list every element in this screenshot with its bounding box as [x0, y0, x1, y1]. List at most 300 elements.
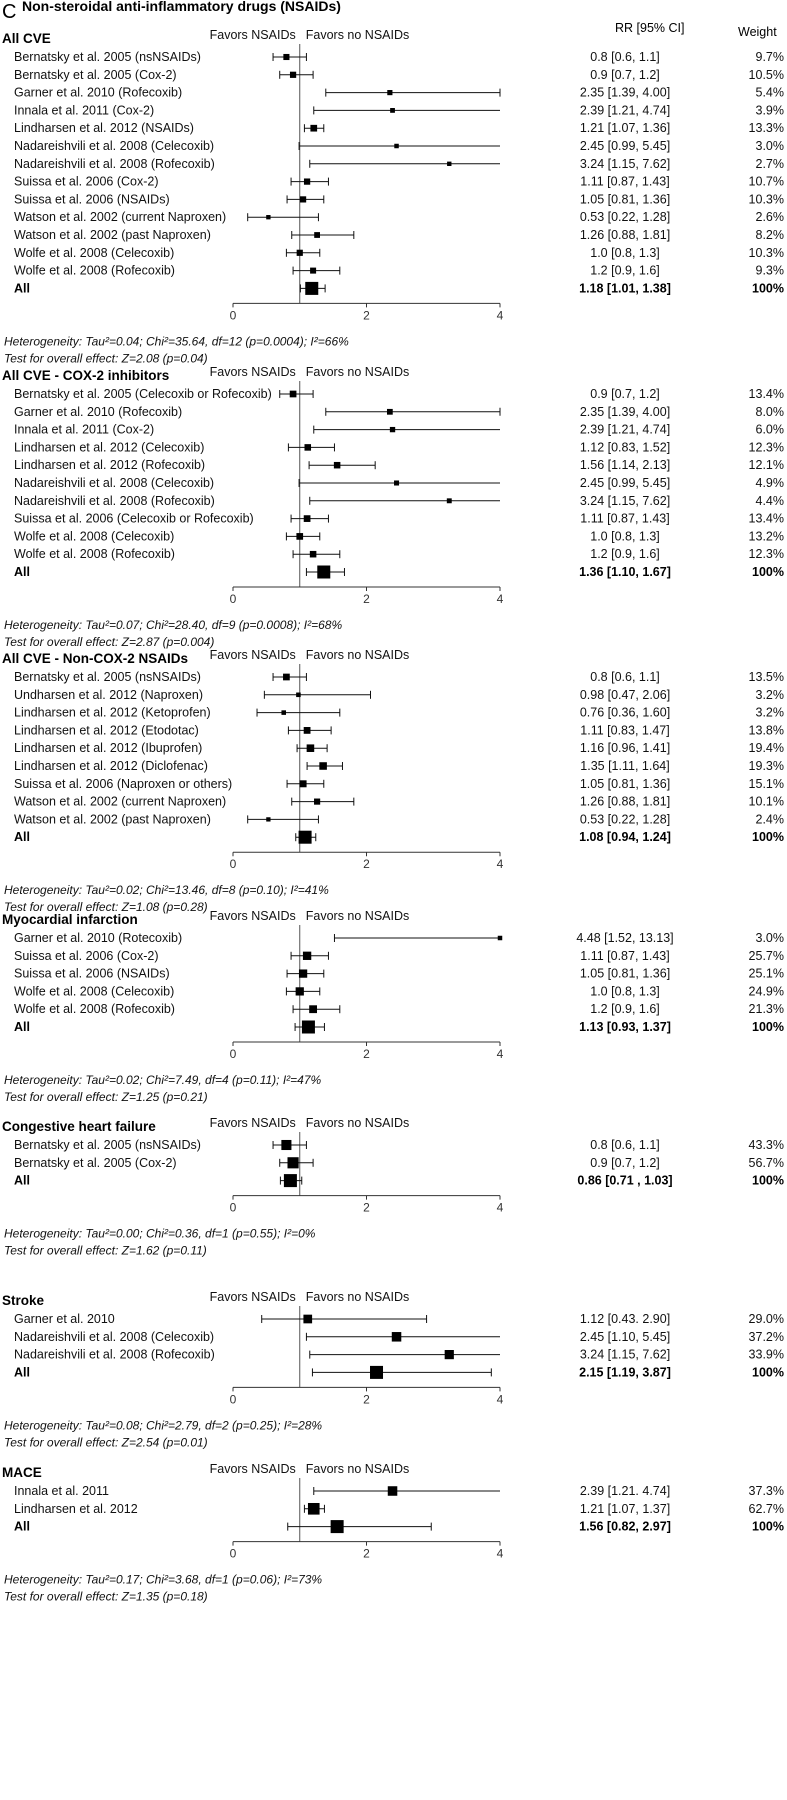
study-weight: 37.3%	[748, 1484, 784, 1498]
study-weight: 12.3%	[748, 547, 784, 562]
study-weight: 10.1%	[748, 794, 784, 809]
study-weight: 43.3%	[748, 1138, 784, 1152]
overall-rr-ci: 1.13 [0.93, 1.37]	[579, 1020, 671, 1034]
study-rr-ci: 1.0 [0.8, 1.3]	[590, 245, 660, 260]
study-rr-ci: 2.45 [1.10, 5.45]	[579, 1329, 671, 1344]
group-title: MACE	[2, 1465, 42, 1480]
effect-marker	[387, 409, 393, 415]
study-row	[14, 157, 784, 171]
favors-nsaids-label: Favors NSAIDs	[209, 1290, 296, 1304]
study-label: Watson et al. 2002 (current Naproxen)	[14, 210, 227, 225]
study-weight: 5.4%	[755, 85, 784, 100]
study-rr-ci: 0.9 [0.7, 1.2]	[590, 1155, 660, 1170]
overall-weight: 100%	[752, 830, 784, 845]
heterogeneity-text: Heterogeneity: Tau²=0.08; Chi²=2.79, df=2 (p=0.25); I²=28%	[4, 1418, 323, 1433]
overall-effect-marker	[284, 1174, 297, 1187]
heterogeneity-text: Heterogeneity: Tau²=0.02; Chi²=7.49, df=4 (p=0.11); I²=47%	[4, 1073, 322, 1087]
study-row	[14, 984, 784, 998]
study-rr-ci: 0.53 [0.22, 1.28]	[579, 812, 671, 827]
x-tick-label: 2	[363, 857, 370, 872]
study-weight: 12.3%	[748, 440, 784, 455]
effect-marker	[310, 268, 316, 274]
study-row	[14, 228, 784, 242]
overall-row	[14, 1520, 784, 1534]
study-weight: 29.0%	[748, 1312, 784, 1326]
study-label: Nadareishvili et al. 2008 (Celecoxib)	[14, 139, 215, 153]
effect-marker	[304, 444, 311, 451]
study-rr-ci: 1.11 [0.87, 1.43]	[580, 511, 670, 526]
study-row	[14, 1312, 784, 1326]
group-title: Stroke	[2, 1293, 45, 1308]
study-weight: 3.2%	[755, 687, 784, 702]
study-rr-ci: 1.05 [0.81, 1.36]	[579, 966, 671, 981]
x-tick-label: 4	[496, 1392, 504, 1407]
effect-marker	[394, 480, 399, 485]
study-rr-ci: 3.24 [1.15, 7.62]	[579, 493, 671, 508]
study-rr-ci: 0.53 [0.22, 1.28]	[579, 210, 671, 225]
study-label: Nadareishvili et al. 2008 (Rofecoxib)	[14, 1347, 215, 1362]
study-rr-ci: 0.76 [0.36, 1.60]	[579, 705, 671, 720]
heterogeneity-text: Heterogeneity: Tau²=0.00; Chi²=0.36, df=1 (p=0.55); I²=0%	[4, 1226, 316, 1241]
study-row	[14, 210, 784, 224]
overall-rr-ci: 2.15 [1.19, 3.87]	[579, 1365, 671, 1380]
study-label: Wolfe et al. 2008 (Rofecoxib)	[14, 547, 175, 562]
study-row	[14, 139, 784, 153]
study-weight: 24.9%	[748, 984, 784, 999]
favors-nsaids-label: Favors NSAIDs	[209, 28, 296, 42]
study-weight: 9.3%	[755, 263, 784, 278]
heterogeneity-text: Heterogeneity: Tau²=0.04; Chi²=35.64, df=12 (p=0.0004); I²=66%	[4, 334, 349, 349]
effect-marker	[388, 1486, 398, 1496]
x-tick-label: 0	[229, 1047, 237, 1061]
study-rr-ci: 4.48 [1.52, 13.13]	[576, 931, 674, 945]
study-label: Bernatsky et al. 2005 (nsNSAIDs)	[14, 50, 201, 64]
effect-marker	[296, 533, 303, 540]
effect-marker	[307, 744, 315, 752]
effect-marker	[303, 952, 311, 960]
study-weight: 8.2%	[755, 228, 784, 242]
overall-effect-test-text: Test for overall effect: Z=2.54 (p=0.01)	[4, 1435, 208, 1450]
study-label: Nadareishvili et al. 2008 (Celecoxib)	[14, 1329, 215, 1344]
overall-row	[14, 830, 784, 844]
effect-marker	[281, 710, 286, 715]
x-tick-label: 0	[229, 1200, 237, 1215]
study-label: Wolfe et al. 2008 (Rofecoxib)	[14, 1002, 175, 1017]
overall-rr-ci: 0.86 [0.71 , 1.03]	[577, 1173, 673, 1188]
study-weight: 9.7%	[755, 50, 784, 64]
effect-marker	[387, 90, 392, 95]
x-axis	[230, 1042, 504, 1061]
effect-marker	[390, 108, 395, 113]
study-row	[14, 688, 784, 702]
study-weight: 33.9%	[748, 1347, 784, 1362]
x-tick-label: 4	[496, 592, 504, 606]
study-weight: 37.2%	[748, 1329, 784, 1344]
study-rr-ci: 1.16 [0.96, 1.41]	[579, 741, 671, 756]
forest-group	[2, 909, 784, 1104]
study-row	[14, 1002, 784, 1016]
effect-marker	[309, 1005, 317, 1013]
study-label: Lindharsen et al. 2012	[14, 1501, 138, 1516]
x-tick-label: 0	[229, 1546, 237, 1561]
study-label: Lindharsen et al. 2012 (Ketoprofen)	[14, 705, 211, 720]
overall-effect-marker	[370, 1366, 383, 1379]
study-row	[14, 812, 784, 826]
study-label: Innala et al. 2011	[14, 1484, 109, 1498]
study-weight: 3.0%	[755, 139, 784, 153]
overall-effect-marker	[331, 1520, 344, 1533]
study-weight: 3.0%	[755, 931, 784, 945]
effect-marker	[299, 969, 307, 977]
x-axis	[230, 303, 504, 322]
forest-group	[2, 1290, 784, 1449]
study-label: Garner et al. 2010	[14, 1312, 115, 1326]
study-row	[14, 86, 784, 100]
study-label: Bernatsky et al. 2005 (Cox-2)	[14, 1155, 177, 1170]
study-weight: 56.7%	[748, 1155, 784, 1170]
overall-effect-marker	[299, 831, 312, 844]
study-label: Watson et al. 2002 (past Naproxen)	[14, 228, 211, 242]
effect-marker	[447, 162, 451, 166]
overall-weight: 100%	[752, 1519, 784, 1534]
study-row	[14, 192, 784, 206]
study-weight: 8.0%	[755, 404, 784, 419]
x-tick-label: 0	[229, 308, 237, 323]
study-weight: 13.4%	[748, 387, 784, 401]
study-label: Suissa et al. 2006 (Naproxen or others)	[14, 776, 233, 791]
study-label: Innala et al. 2011 (Cox-2)	[14, 422, 155, 437]
study-rr-ci: 1.21 [1.07, 1.37]	[579, 1501, 671, 1516]
forest-group	[2, 365, 784, 649]
effect-marker	[447, 498, 452, 503]
x-tick-label: 4	[496, 1047, 504, 1061]
effect-marker	[266, 215, 270, 219]
study-weight: 2.4%	[755, 812, 784, 827]
study-row	[14, 1348, 784, 1362]
study-rr-ci: 0.8 [0.6, 1.1]	[590, 1138, 660, 1152]
study-weight: 13.5%	[748, 670, 784, 684]
study-label: Lindharsen et al. 2012 (Diclofenac)	[14, 759, 208, 773]
overall-row	[14, 565, 784, 579]
study-weight: 10.3%	[748, 245, 784, 260]
study-row	[14, 670, 784, 684]
study-weight: 3.2%	[755, 705, 784, 720]
x-tick-label: 0	[229, 857, 237, 872]
study-rr-ci: 1.26 [0.88, 1.81]	[579, 228, 671, 242]
effect-marker	[296, 693, 301, 698]
overall-effect-test-text: Test for overall effect: Z=1.08 (p=0.28)	[4, 900, 208, 915]
study-rr-ci: 2.35 [1.39, 4.00]	[579, 404, 671, 419]
overall-effect-test-text: Test for overall effect: Z=2.08 (p=0.04)	[4, 351, 208, 366]
study-label: Bernatsky et al. 2005 (Celecoxib or Rofecoxib)	[14, 387, 272, 401]
study-weight: 13.3%	[748, 121, 784, 136]
study-row	[14, 547, 784, 561]
x-tick-label: 4	[496, 1200, 504, 1215]
effect-marker	[498, 936, 502, 940]
study-row	[14, 121, 784, 135]
study-label: Garner et al. 2010 (Rotecoxib)	[14, 931, 183, 945]
study-label: Watson et al. 2002 (past Naproxen)	[14, 812, 211, 827]
x-tick-label: 2	[363, 1047, 370, 1061]
x-tick-label: 2	[363, 1392, 370, 1407]
study-row	[14, 440, 784, 454]
effect-marker	[304, 727, 311, 734]
study-label: Bernatsky et al. 2005 (Cox-2)	[14, 67, 177, 82]
effect-marker	[392, 1332, 402, 1342]
study-weight: 13.2%	[748, 529, 784, 544]
group-title: All CVE	[2, 31, 51, 46]
study-row	[14, 949, 784, 963]
overall-effect-test-text: Test for overall effect: Z=1.35 (p=0.18)	[4, 1589, 208, 1604]
effect-marker	[266, 817, 270, 821]
study-label: Suissa et al. 2006 (Cox-2)	[14, 948, 159, 963]
study-label: Undharsen et al. 2012 (Naproxen)	[14, 687, 204, 702]
effect-marker	[304, 515, 311, 522]
overall-effect-test-text: Test for overall effect: Z=1.25 (p=0.21)	[4, 1090, 208, 1104]
effect-marker	[300, 780, 307, 787]
study-weight: 13.8%	[748, 723, 784, 738]
favors-nsaids-label: Favors NSAIDs	[209, 909, 296, 923]
study-row	[14, 264, 784, 278]
study-row	[14, 706, 784, 720]
study-weight: 4.4%	[755, 493, 784, 508]
group-title: All CVE - Non-COX-2 NSAIDs	[2, 651, 189, 666]
study-row	[14, 723, 784, 737]
effect-marker	[283, 54, 289, 60]
overall-weight: 100%	[752, 281, 784, 296]
study-weight: 3.9%	[755, 103, 784, 118]
overall-effect-marker	[317, 566, 330, 579]
study-row	[14, 458, 784, 472]
study-rr-ci: 3.24 [1.15, 7.62]	[579, 1347, 671, 1362]
overall-rr-ci: 1.08 [0.94, 1.24]	[579, 830, 671, 845]
forest-group	[2, 28, 784, 365]
overall-weight: 100%	[752, 1020, 784, 1034]
favors-no-nsaids-label: Favors no NSAIDs	[305, 365, 410, 379]
x-axis	[230, 1387, 504, 1406]
effect-marker	[290, 72, 296, 78]
study-weight: 15.1%	[748, 776, 784, 791]
favors-no-nsaids-label: Favors no NSAIDs	[305, 1462, 410, 1476]
effect-marker	[314, 799, 320, 805]
study-weight: 10.3%	[748, 192, 784, 207]
study-row	[14, 103, 784, 117]
study-weight: 2.6%	[755, 210, 784, 225]
study-rr-ci: 0.9 [0.7, 1.2]	[590, 387, 660, 401]
study-label: Nadareishvili et al. 2008 (Celecoxib)	[14, 476, 215, 490]
study-rr-ci: 1.05 [0.81, 1.36]	[579, 776, 671, 791]
study-row	[14, 175, 784, 189]
overall-rr-ci: 1.36 [1.10, 1.67]	[579, 565, 671, 579]
study-label: Lindharsen et al. 2012 (Celecoxib)	[14, 440, 205, 455]
effect-marker	[283, 674, 290, 681]
effect-marker	[390, 427, 395, 432]
study-row	[14, 529, 784, 543]
effect-marker	[303, 1315, 312, 1324]
overall-effect-test-text: Test for overall effect: Z=2.87 (p=0.004)	[4, 635, 215, 649]
study-row	[14, 931, 784, 945]
study-label: Wolfe et al. 2008 (Celecoxib)	[14, 984, 175, 999]
study-weight: 10.5%	[748, 67, 784, 82]
x-tick-label: 0	[229, 1392, 237, 1407]
study-label: Nadareishvili et al. 2008 (Rofecoxib)	[14, 493, 215, 508]
study-row	[14, 1502, 784, 1516]
study-weight: 13.4%	[748, 511, 784, 526]
study-rr-ci: 1.12 [0.43. 2.90]	[579, 1312, 671, 1326]
study-row	[14, 741, 784, 755]
study-rr-ci: 1.0 [0.8, 1.3]	[590, 984, 660, 999]
study-row	[14, 494, 784, 508]
group-title: All CVE - COX-2 inhibitors	[2, 368, 170, 383]
favors-no-nsaids-label: Favors no NSAIDs	[305, 648, 410, 662]
effect-marker	[296, 987, 304, 995]
study-rr-ci: 1.56 [1.14, 2.13]	[579, 458, 671, 473]
study-row	[14, 476, 784, 490]
study-rr-ci: 2.45 [0.99, 5.45]	[579, 476, 671, 490]
favors-no-nsaids-label: Favors no NSAIDs	[305, 1290, 410, 1304]
favors-nsaids-label: Favors NSAIDs	[209, 365, 296, 379]
overall-label: All	[14, 1365, 30, 1380]
study-rr-ci: 0.8 [0.6, 1.1]	[590, 50, 660, 64]
panel-title: Non-steroidal anti-inflammatory drugs (NSAIDs)	[22, 0, 341, 14]
study-row	[14, 1484, 784, 1498]
study-rr-ci: 2.35 [1.39, 4.00]	[579, 85, 671, 100]
favors-no-nsaids-label: Favors no NSAIDs	[305, 28, 410, 42]
effect-marker	[445, 1350, 454, 1359]
study-label: Bernatsky et al. 2005 (nsNSAIDs)	[14, 1138, 201, 1152]
study-weight: 2.7%	[755, 156, 784, 171]
study-rr-ci: 2.45 [0.99, 5.45]	[579, 139, 671, 153]
study-label: Suissa et al. 2006 (NSAIDs)	[14, 192, 170, 207]
study-weight: 4.9%	[755, 476, 784, 490]
study-row	[14, 759, 784, 773]
effect-marker	[300, 196, 306, 202]
study-rr-ci: 3.24 [1.15, 7.62]	[579, 156, 671, 171]
study-weight: 10.7%	[748, 174, 784, 189]
panel-letter: C	[2, 1, 17, 23]
group-title: Congestive heart failure	[2, 1119, 156, 1134]
overall-rr-ci: 1.18 [1.01, 1.38]	[579, 281, 671, 296]
favors-nsaids-label: Favors NSAIDs	[209, 1116, 296, 1130]
overall-label: All	[14, 1173, 30, 1188]
study-label: Suissa et al. 2006 (NSAIDs)	[14, 966, 170, 981]
overall-row	[14, 1365, 784, 1379]
study-rr-ci: 1.11 [0.83, 1.47]	[580, 723, 670, 738]
study-rr-ci: 1.2 [0.9, 1.6]	[590, 1002, 660, 1017]
study-weight: 12.1%	[748, 458, 784, 473]
study-rr-ci: 1.2 [0.9, 1.6]	[590, 263, 660, 278]
effect-marker	[290, 391, 297, 398]
study-label: Lindharsen et al. 2012 (Ibuprofen)	[14, 741, 203, 756]
x-tick-label: 2	[363, 308, 370, 323]
study-weight: 19.3%	[748, 759, 784, 773]
forest-group	[2, 1116, 784, 1258]
study-row	[14, 777, 784, 791]
overall-label: All	[14, 1020, 30, 1034]
study-row	[14, 967, 784, 981]
x-tick-label: 2	[363, 592, 370, 606]
study-weight: 25.1%	[748, 966, 784, 981]
study-label: Garner et al. 2010 (Rofecoxib)	[14, 404, 183, 419]
overall-row	[14, 1020, 784, 1034]
study-rr-ci: 0.8 [0.6, 1.1]	[590, 670, 660, 684]
study-rr-ci: 1.0 [0.8, 1.3]	[590, 529, 660, 544]
study-row	[14, 795, 784, 809]
study-row	[14, 423, 784, 437]
effect-marker	[394, 144, 398, 148]
x-axis	[230, 852, 504, 871]
study-rr-ci: 1.11 [0.87, 1.43]	[580, 948, 670, 963]
overall-weight: 100%	[752, 1173, 784, 1188]
study-label: Garner et al. 2010 (Rofecoxib)	[14, 85, 183, 100]
overall-weight: 100%	[752, 1365, 784, 1380]
rr-column-header: RR [95% CI]	[615, 21, 685, 35]
overall-label: All	[14, 1519, 30, 1534]
heterogeneity-text: Heterogeneity: Tau²=0.02; Chi²=13.46, df=8 (p=0.10); I²=41%	[4, 883, 329, 898]
study-rr-ci: 2.39 [1.21, 4.74]	[579, 103, 671, 118]
effect-marker	[334, 462, 341, 469]
study-row	[14, 246, 784, 260]
heterogeneity-text: Heterogeneity: Tau²=0.07; Chi²=28.40, df=9 (p=0.0008); I²=68%	[4, 618, 343, 632]
study-label: Watson et al. 2002 (current Naproxen)	[14, 794, 227, 809]
study-row	[14, 50, 784, 64]
study-rr-ci: 1.2 [0.9, 1.6]	[590, 547, 660, 562]
effect-marker	[310, 125, 317, 132]
study-rr-ci: 1.05 [0.81, 1.36]	[579, 192, 671, 207]
overall-effect-marker	[305, 282, 318, 295]
overall-rr-ci: 1.56 [0.82, 2.97]	[579, 1519, 671, 1534]
favors-nsaids-label: Favors NSAIDs	[209, 648, 296, 662]
x-tick-label: 4	[496, 308, 504, 323]
overall-effect-test-text: Test for overall effect: Z=1.62 (p=0.11)	[4, 1243, 207, 1258]
study-weight: 21.3%	[748, 1002, 784, 1017]
study-rr-ci: 1.26 [0.88, 1.81]	[579, 794, 671, 809]
effect-marker	[310, 551, 317, 558]
overall-row	[14, 1174, 784, 1188]
x-tick-label: 2	[363, 1546, 370, 1561]
favors-no-nsaids-label: Favors no NSAIDs	[305, 1116, 410, 1130]
overall-label: All	[14, 830, 30, 845]
group-title: Myocardial infarction	[2, 912, 138, 927]
overall-label: All	[14, 565, 30, 579]
x-tick-label: 4	[496, 857, 504, 872]
study-weight: 6.0%	[755, 422, 784, 437]
study-weight: 19.4%	[748, 741, 784, 756]
study-rr-ci: 0.9 [0.7, 1.2]	[590, 67, 660, 82]
study-weight: 25.7%	[748, 948, 784, 963]
forest-group	[2, 648, 784, 914]
study-label: Innala et al. 2011 (Cox-2)	[14, 103, 155, 118]
study-weight: 62.7%	[748, 1501, 784, 1516]
effect-marker	[297, 250, 303, 256]
study-label: Nadareishvili et al. 2008 (Rofecoxib)	[14, 156, 215, 171]
overall-effect-marker	[302, 1021, 315, 1034]
study-label: Lindharsen et al. 2012 (Etodotac)	[14, 723, 199, 738]
study-label: Lindharsen et al. 2012 (Rofecoxib)	[14, 458, 206, 473]
x-axis	[230, 1542, 504, 1561]
study-rr-ci: 1.11 [0.87, 1.43]	[580, 174, 670, 189]
forest-group	[2, 1462, 784, 1604]
study-label: Suissa et al. 2006 (Celecoxib or Rofecoxib)	[14, 511, 254, 526]
study-label: Suissa et al. 2006 (Cox-2)	[14, 174, 159, 189]
study-row	[14, 387, 784, 401]
study-row	[14, 1138, 784, 1152]
study-label: Wolfe et al. 2008 (Celecoxib)	[14, 529, 175, 544]
study-rr-ci: 1.12 [0.83, 1.52]	[579, 440, 671, 455]
effect-marker	[287, 1157, 298, 1168]
x-axis	[230, 1196, 504, 1215]
x-tick-label: 4	[496, 1546, 504, 1561]
